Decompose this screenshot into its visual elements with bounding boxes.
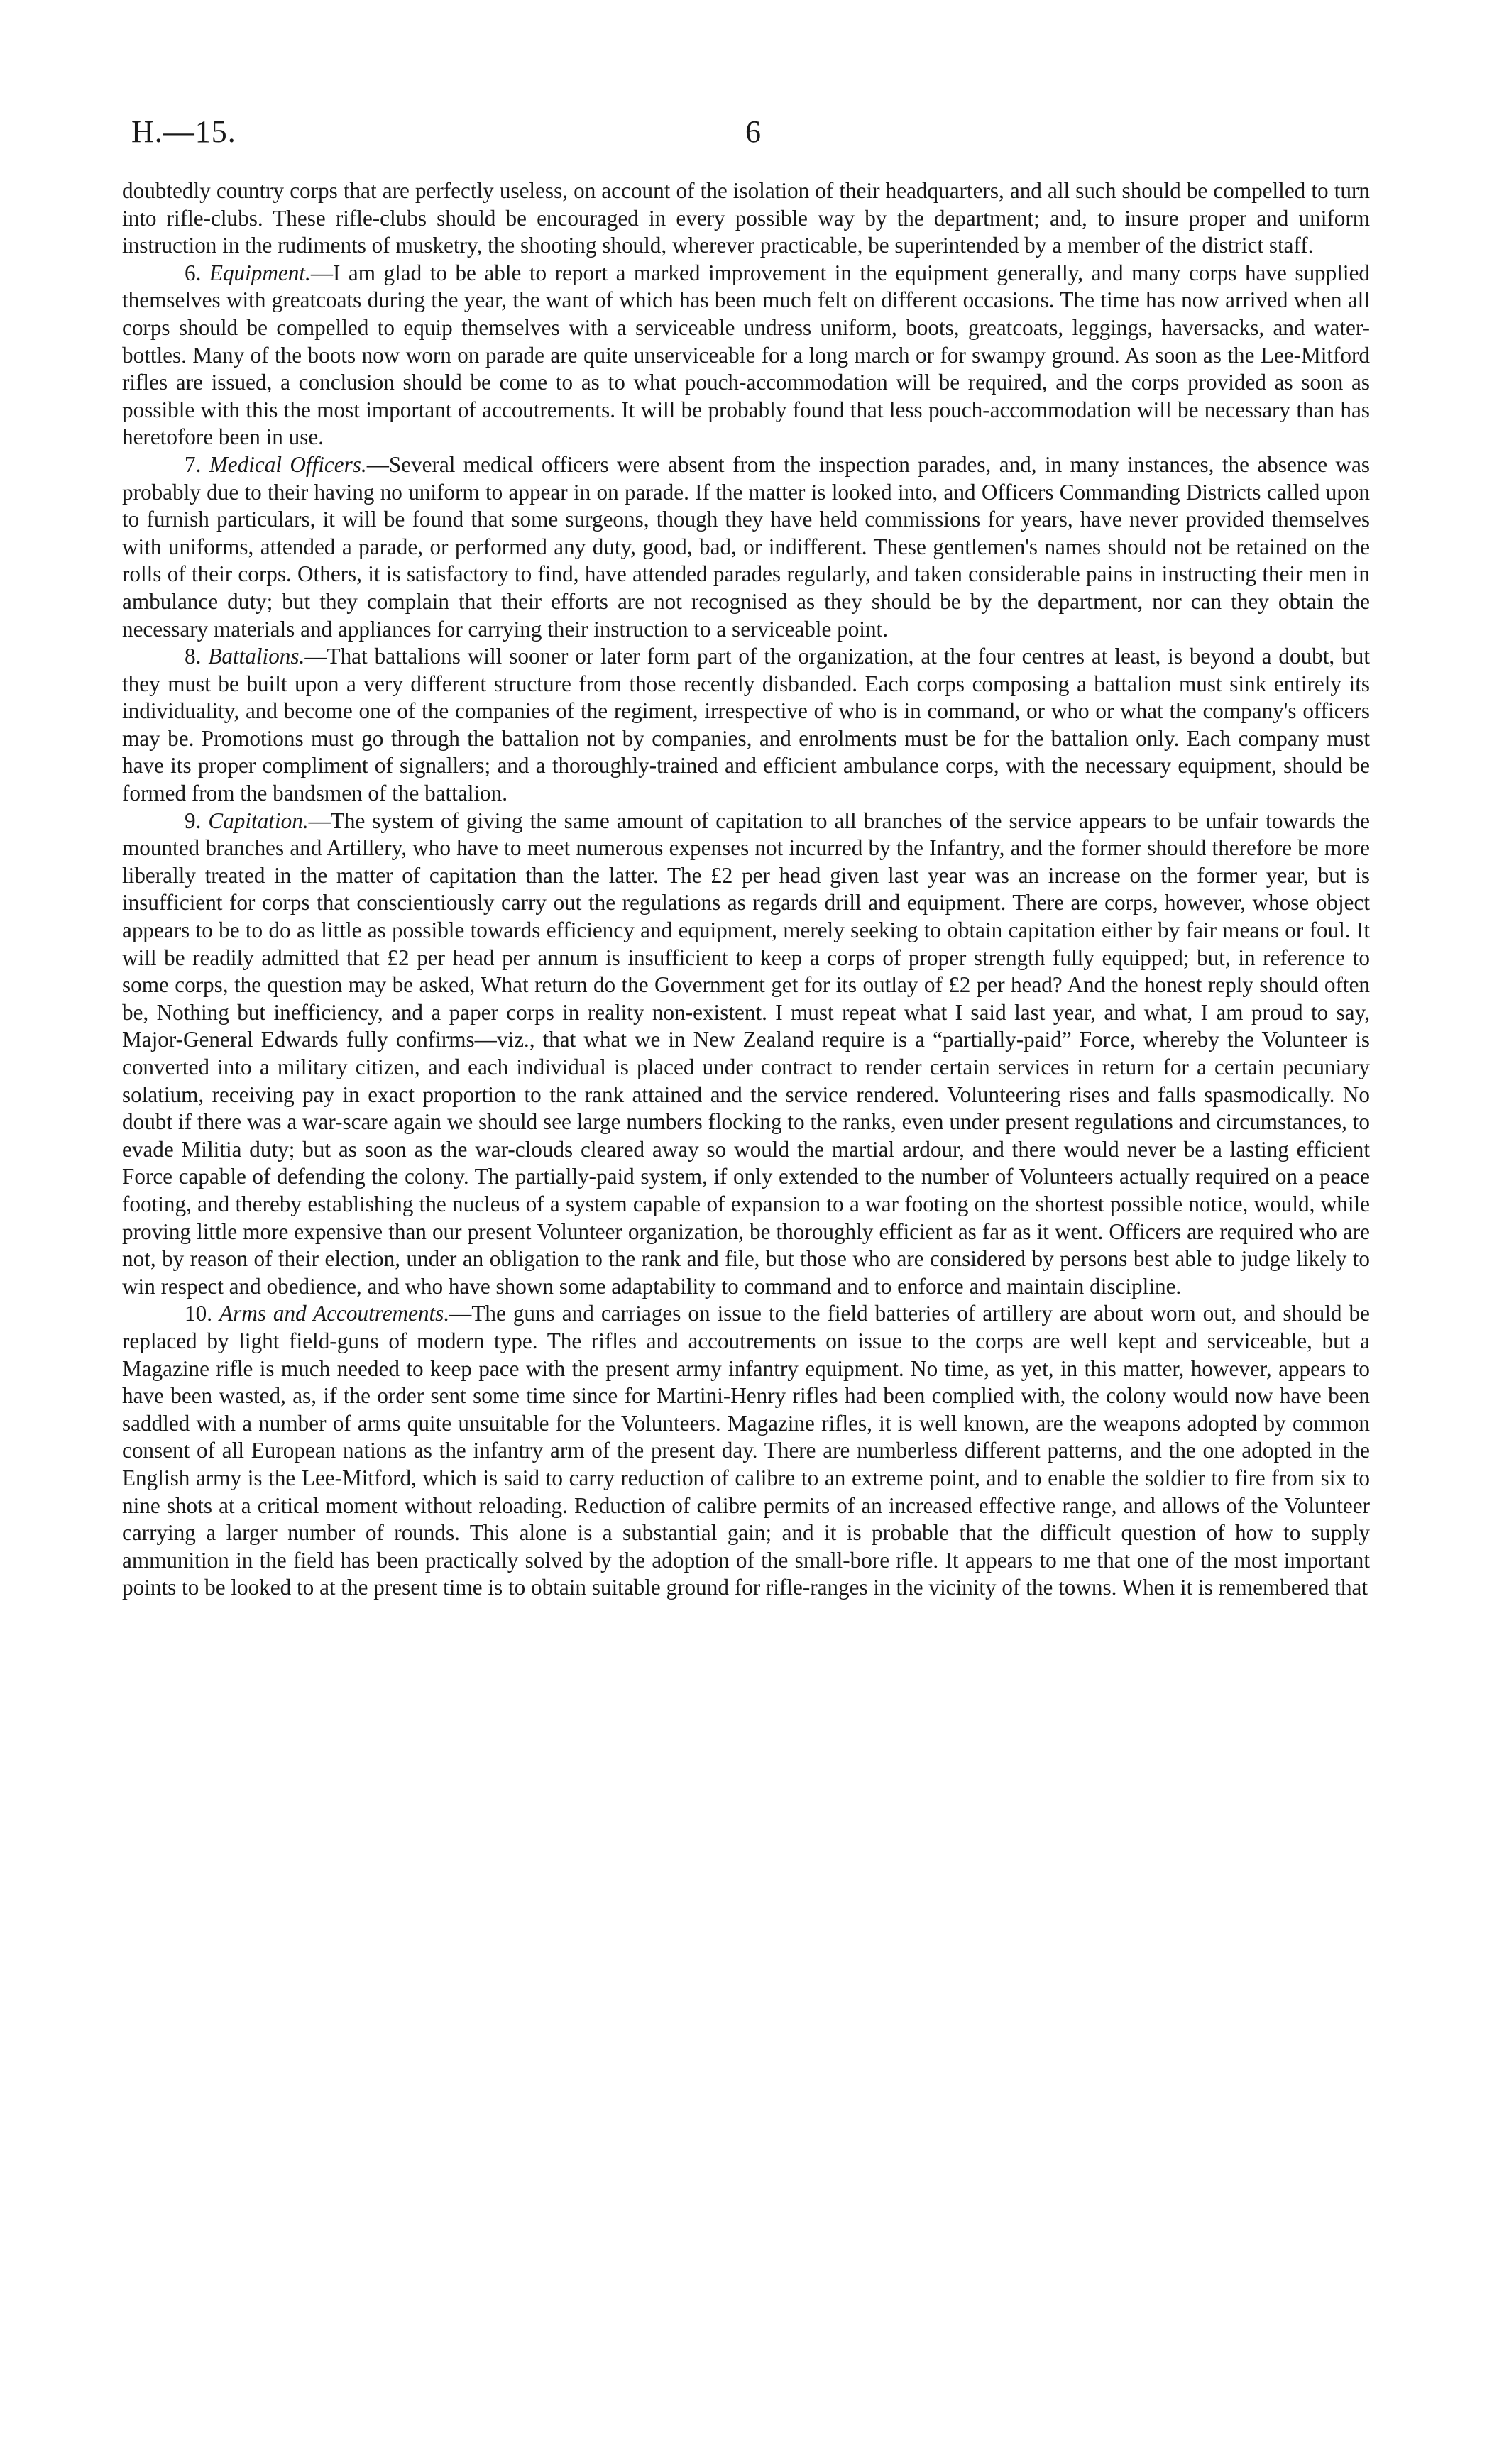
section-battalions [122, 643, 1370, 808]
continuation-paragraph: doubtedly country corps that are perfectly useless, on account of the isolation of their headquarters, and all such should be compelled to turn into rifle-clubs. These rifle-clubs should be encouraged in every possible way by the department; and, to insure proper and uniform instruction in the rudiments of musketry, the shooting should, wherever practicable, be superintended by a member of the district staff. [122, 178, 1370, 258]
section-heading: Capitation. [208, 808, 309, 833]
page-number: 6 [745, 114, 761, 149]
section-heading: Arms and Accoutrements. [219, 1301, 450, 1326]
section-number: 7. [185, 451, 202, 477]
running-head [131, 114, 1370, 163]
section-text: —The guns and carriages on issue to the field batteries of artillery are about worn out, and should be replaced by light field-guns of modern type. The rifles and accoutrements on issue to the corps are well kept and serviceable, but a Magazine rifle is much needed to keep pace with the present army infantry equipment. No time, as yet, in this matter, however, appears to have been wasted, as, if the order sent some time since for Martini-Henry rifles had been complied with, the colony would now have been saddled with a number of arms quite unsuitable for the Volunteers. Magazine rifles, it is well known, are the weapons adopted by common consent of all European nations as the infantry arm of the present day. There are numberless different patterns, and the one adopted in the English army is the Lee-Mitford, which is said to carry reduction of calibre to an extreme point, and to enable the soldier to fire from six to nine shots at a critical moment without reloading. Reduction of calibre permits of an increased effective range, and allows of the Volunteer carrying a larger number of rounds. This alone is a substantial gain; and it is probable that the difficult question of how to supply ammunition in the field has been practically solved by the adoption of the small-bore rifle. It appears to me that one of the most important points to be looked to at the present time is to obtain suitable ground for rifle-ranges in the vicinity of the towns. When it is remembered that [122, 1301, 1370, 1600]
section-heading: Battalions. [208, 644, 305, 669]
body-text [122, 177, 1370, 1602]
section-heading: Equipment. [209, 260, 311, 285]
section-number: 9. [185, 808, 202, 833]
section-text: —I am glad to be able to report a marked improvement in the equipment generally, and many corps have supplied themselves with greatcoats during the year, the want of which has been much felt on different occasions. The time has now arrived when all corps should be compelled to equip themselves with a serviceable undress uniform, boots, greatcoats, leggings, haversacks, and water-bottles. Many of the boots now worn on parade are quite unserviceable for a long march or for swampy ground. As soon as the Lee-Mitford rifles are issued, a conclusion should be come to as to what pouch-accommodation will be required, and the corps provided as soon as possible with this the most important of accoutrements. It will be probably found that less pouch-accommodation will be necessary than has heretofore been in use. [122, 260, 1371, 450]
section-heading: Medical Officers. [209, 451, 367, 477]
section-equipment [122, 260, 1370, 451]
section-number: 10. [185, 1301, 212, 1326]
document-reference: H.—15. [131, 114, 236, 149]
section-medical-officers [122, 451, 1370, 643]
section-text: —That battalions will sooner or later form part of the organization, at the four centres at least, is beyond a doubt, but they must be built upon a very different structure from those recently disbanded. Each corps composing a battalion must sink entirely its individuality, and become one of the companies of the regiment, irrespective of who is in command, or who or what the company's officers may be. Promotions must go through the battalion not by companies, and enrolments must be for the battalion only. Each company must have its proper compliment of signallers; and a thoroughly-trained and efficient ambulance corps, with the necessary equipment, should be formed from the bandsmen of the battalion. [122, 644, 1370, 806]
section-text: —The system of giving the same amount of capitation to all branches of the service appears to be unfair towards the mounted branches and Artillery, who have to meet numerous expenses not incurred by the Infantry, and the former should therefore be more liberally treated in the matter of capitation than the latter. The £2 per head given last year was an increase on the former year, but is insufficient for corps that conscientiously carry out the regulations as regards drill and equipment. There are corps, however, whose object appears to be to do as little as possible towards efficiency and equipment, merely seeking to obtain capitation either by fair means or foul. It will be readily admitted that £2 per head per annum is insufficient to keep a corps of proper strength fully equipped; but, in reference to some corps, the question may be asked, What return do the Government get for its outlay of £2 per head? And the honest reply should often be, Nothing but inefficiency, and a paper corps in reality non-existent. I must repeat what I said last year, and what, I am proud to say, Major-General Edwards fully confirms—viz., that what we in New Zealand require is a “partially-paid” Force, whereby the Volunteer is converted into a military citizen, and each individual is placed under contract to render certain services in return for a certain pecuniary solatium, receiving pay in exact proportion to the rank attained and the service rendered. Volunteering rises and falls spasmodically. No doubt if there was a war-scare again we should see large numbers flocking to the ranks, even under present regulations and circumstances, to evade Militia duty; but as soon as the war-clouds cleared away so would the martial ardour, and there would never be a lasting efficient Force capable of defending the colony. The partially-paid system, if only extended to the number of Volunteers actually required on a peace footing, and thereby establishing the nucleus of a system capable of expansion to a war footing on the shortest possible notice, would, while proving little more expensive than our present Volunteer organization, be thoroughly efficient as far as it went. Officers are required who are not, by reason of their election, under an obligation to the rank and file, but those who are considered by persons best able to judge likely to win respect and obedience, and who have shown some adaptability to command and to enforce and maintain discipline. [122, 808, 1371, 1299]
section-capitation [122, 808, 1370, 1301]
section-text: —Several medical officers were absent from the inspection parades, and, in many instances, the absence was probably due to their having no uniform to appear in on parade. If the matter is looked into, and Officers Commanding Districts called upon to furnish particulars, it will be found that some surgeons, though they have held commissions for years, have never provided themselves with uniforms, attended a parade, or performed any duty, good, bad, or indifferent. These gentlemen's names should not be retained on the rolls of their corps. Others, it is satisfactory to find, have attended parades regularly, and taken considerable pains in instructing their men in ambulance duty; but they complain that their efforts are not recognised as they should be by the department, nor can they obtain the necessary materials and appliances for carrying their instruction to a serviceable point. [122, 451, 1370, 642]
section-arms-and-accoutrements [122, 1300, 1370, 1602]
section-number: 8. [185, 644, 202, 669]
section-number: 6. [185, 260, 202, 285]
